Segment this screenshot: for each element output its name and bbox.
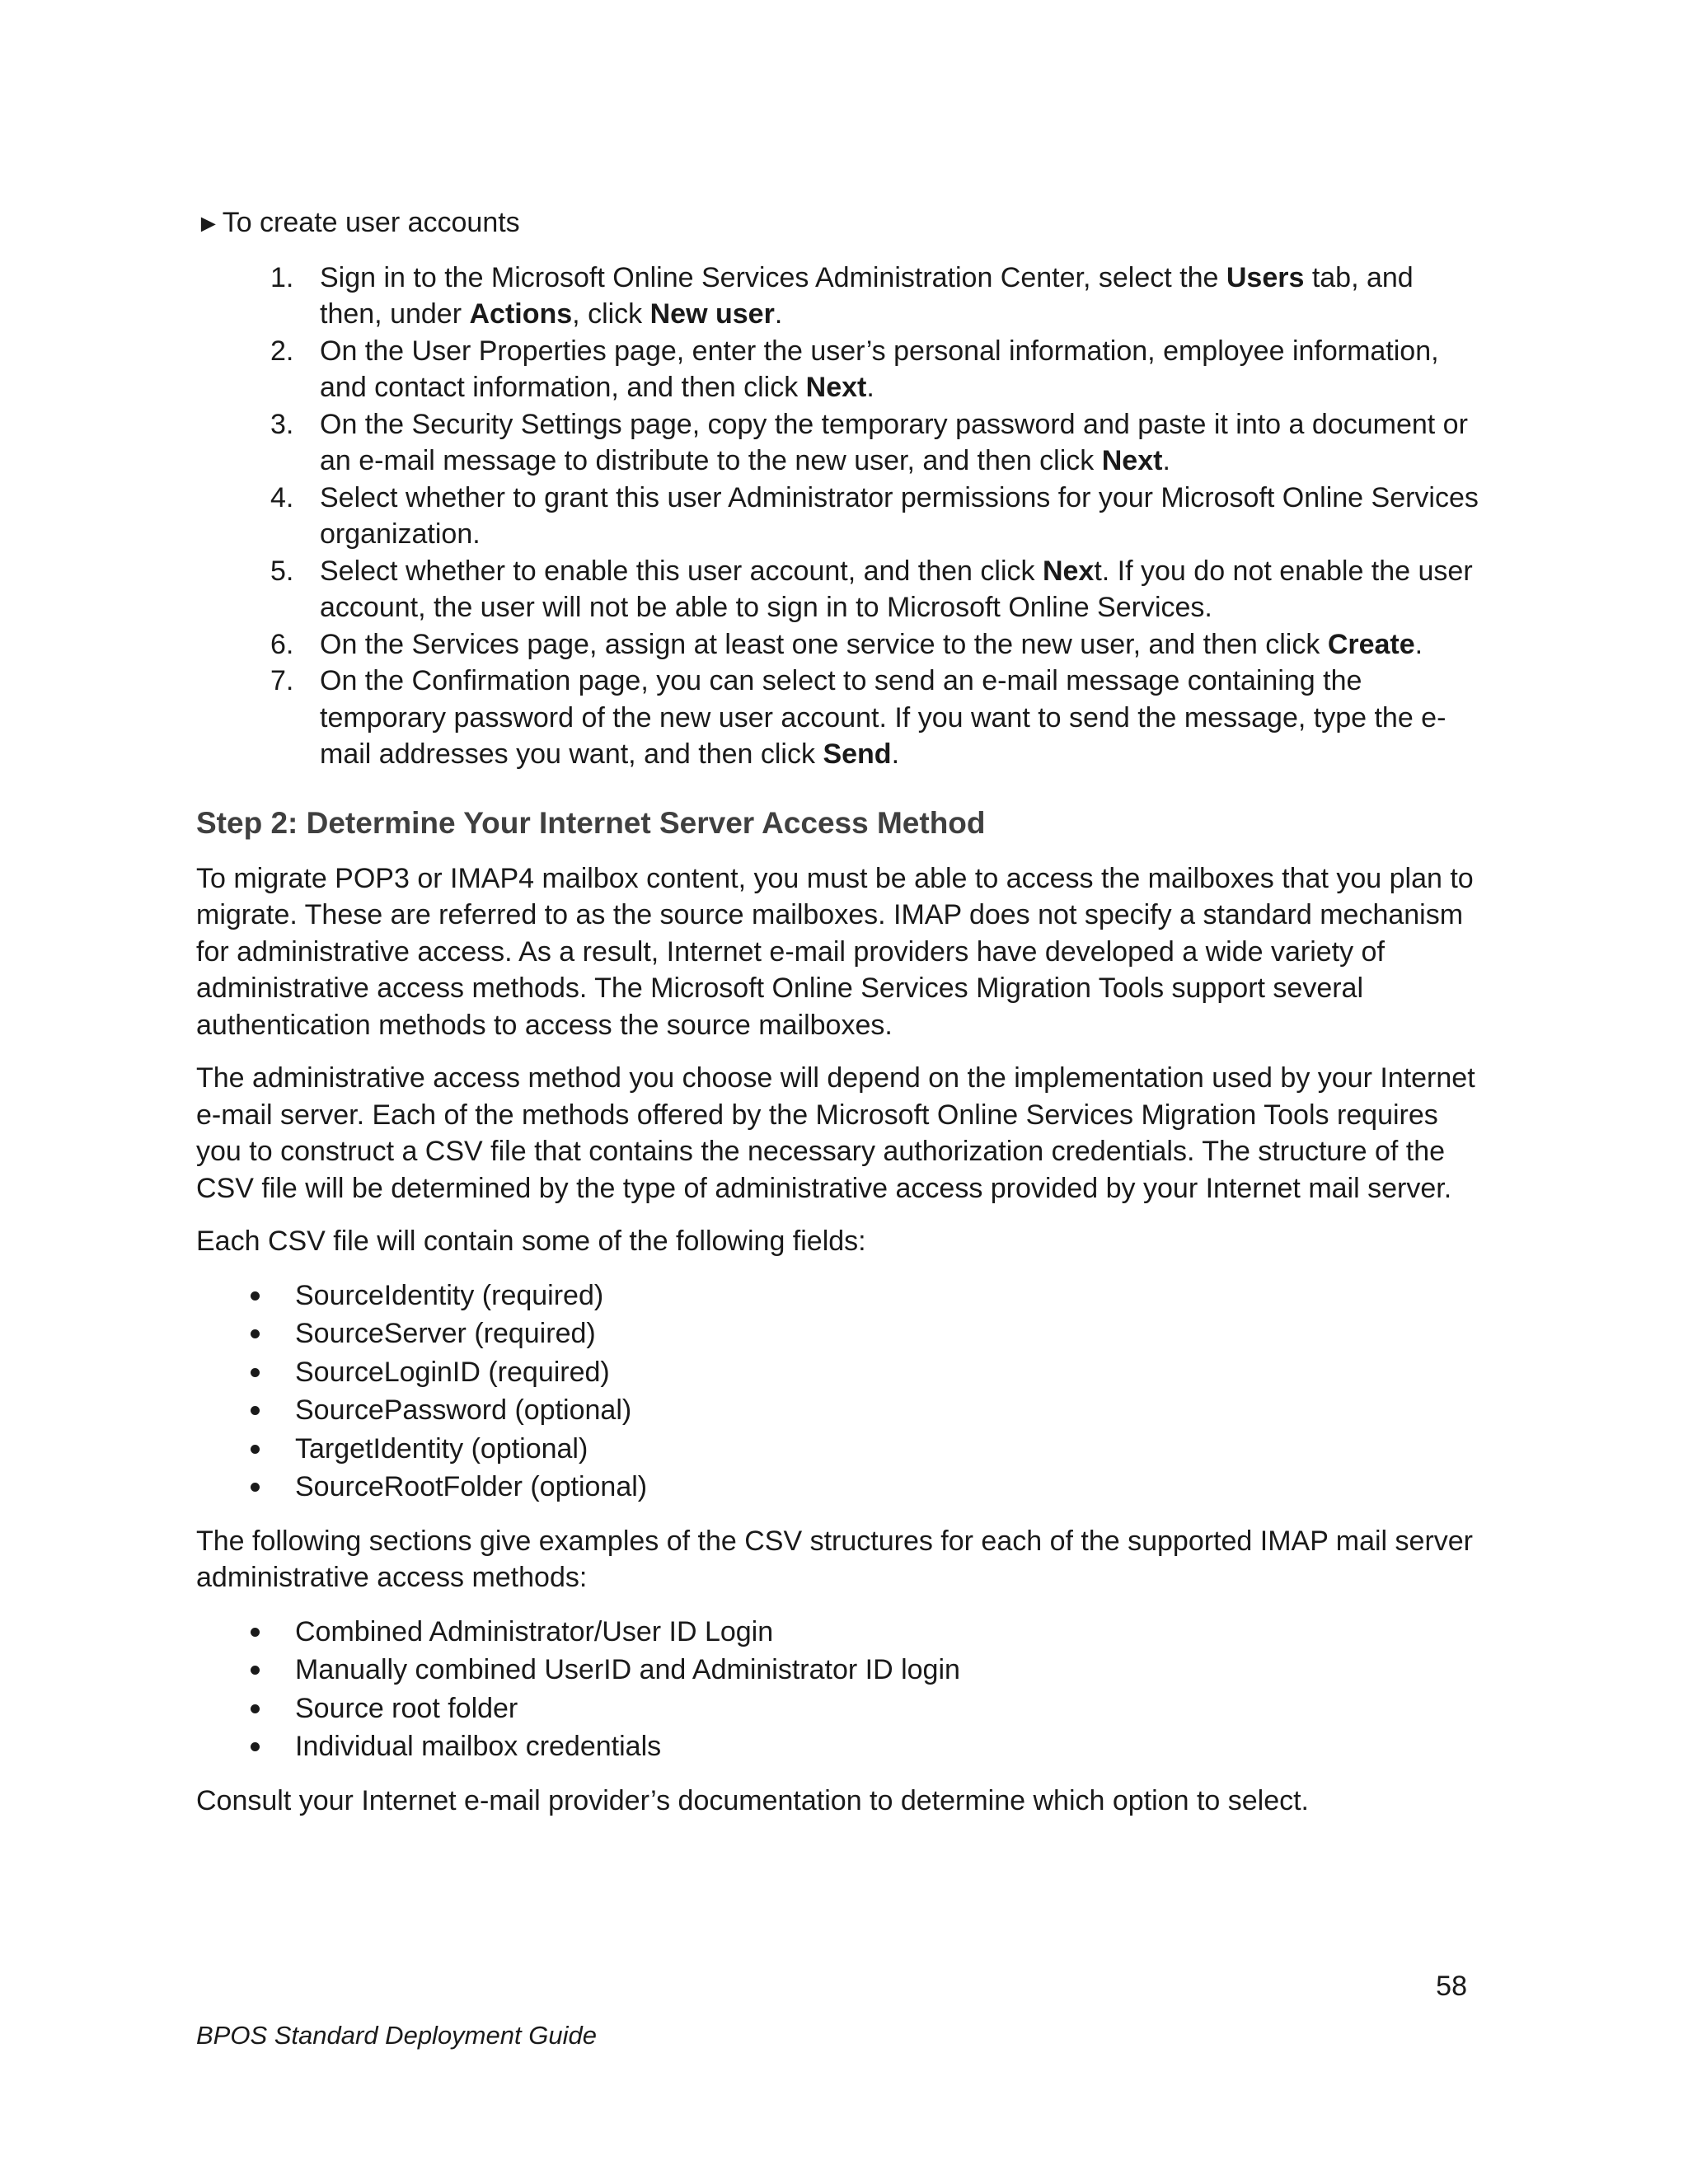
ui-term: Next [805, 372, 867, 403]
step-text-run: Sign in to the Microsoft Online Services Administration Center, select the [320, 261, 1226, 293]
list-item: TargetIdentity (optional) [196, 1430, 1482, 1469]
step-item [196, 626, 1482, 663]
step-text [320, 665, 1446, 770]
ui-term: Create [1327, 628, 1415, 660]
step-text-run: On the Security Settings page, copy the temporary password and paste it into a document or an e-mail message to distribute to the new user, and then click [320, 408, 1468, 476]
bullet-icon [251, 1291, 260, 1301]
methods-intro: The following sections give examples of the CSV structures for each of the supported IMAP mail server administrative access methods: [196, 1525, 1473, 1593]
step-item [196, 553, 1482, 626]
list-item: SourceServer (required) [196, 1315, 1482, 1353]
footer-guide-title: BPOS Standard Deployment Guide [196, 2021, 597, 2050]
access-methods-list [196, 1613, 1482, 1766]
bullet-icon [251, 1406, 260, 1415]
step-item [196, 333, 1482, 406]
step-text [320, 482, 1479, 551]
step-number: 3. [270, 408, 294, 440]
step-number: 2. [270, 335, 294, 367]
step-text-run: . [891, 738, 900, 770]
ui-term: Nex [1042, 555, 1095, 587]
page-content [196, 204, 1482, 1835]
step-text-run: tab, and then, under [320, 261, 1414, 330]
step-text-run: On the Services page, assign at least one service to the new user, and then click [320, 628, 1328, 660]
ui-term: New user [649, 298, 775, 330]
list-item: Manually combined UserID and Administrator ID login [196, 1651, 1482, 1690]
list-item: SourceIdentity (required) [196, 1277, 1482, 1315]
step-text [320, 555, 1473, 624]
access-method-paragraph: The administrative access method you choose will depend on the implementation used by your Internet e-mail server. Each of the methods offered by the Microsoft Online Services Migration Tools requires you to construct a CSV file that contains the necessary authorization credentials. The structure of the CSV file will be determined by the type of administrative access provided by your Internet mail server. [196, 1062, 1475, 1204]
page-number: 58 [1436, 1971, 1467, 2002]
procedure-title: To create user accounts [222, 207, 520, 238]
step-item [196, 260, 1482, 333]
ui-term: Actions [469, 298, 573, 330]
procedure-heading [196, 204, 1482, 243]
ui-term: Users [1226, 261, 1305, 293]
bullet-icon [251, 1445, 260, 1454]
closing-paragraph: Consult your Internet e-mail provider’s documentation to determine which option to select. [196, 1784, 1310, 1816]
step-text [320, 629, 1423, 660]
csv-fields-list [196, 1277, 1482, 1507]
intro-paragraph: To migrate POP3 or IMAP4 mailbox content, you must be able to access the mailboxes that you plan to migrate. These are referred to as the source mailboxes. IMAP does not specify a standard mechanism for administrative access. As a result, Internet e-mail providers have developed a wide variety of administrative access methods. The Microsoft Online Services Migration Tools support several authentication methods to access the source mailboxes. [196, 862, 1474, 1041]
step-number: 6. [270, 628, 294, 660]
step-text-run: t. If you do not enable the user account, the user will not be able to sign in to Microsoft Online Services. [320, 555, 1473, 623]
arrow-icon: ► [196, 210, 221, 237]
step-number: 4. [270, 481, 294, 513]
step-number: 7. [270, 665, 294, 696]
step-text [320, 262, 1414, 330]
step-text-run: On the Confirmation page, you can select to send an e-mail message containing the temporary password of the new user account. If you want to send the message, type the e-mail addresses you want, and then click [320, 665, 1447, 770]
step-item [196, 406, 1482, 480]
list-item: Individual mailbox credentials [196, 1727, 1482, 1766]
step-text-run: Select whether to enable this user account, and then click [320, 555, 1043, 587]
steps-list [196, 260, 1482, 773]
ui-term: Next [1101, 445, 1163, 476]
list-item: SourcePassword (optional) [196, 1391, 1482, 1430]
step-text-run: . [866, 372, 874, 403]
bullet-icon [251, 1666, 260, 1675]
bullet-icon [251, 1368, 260, 1377]
bullet-icon [251, 1483, 260, 1492]
bullet-icon [251, 1329, 260, 1338]
step-text-run: . [1414, 628, 1423, 660]
step-text-run: On the User Properties page, enter the user’s personal information, employee information, and contact information, and then click [320, 335, 1439, 403]
step-item [196, 663, 1482, 773]
section-heading: Step 2: Determine Your Internet Server Access Method [196, 805, 986, 840]
list-item: Combined Administrator/User ID Login [196, 1613, 1482, 1652]
list-item: Source root folder [196, 1690, 1482, 1728]
bullet-icon [251, 1742, 260, 1751]
csv-fields-intro: Each CSV file will contain some of the following fields: [196, 1226, 866, 1257]
step-number: 1. [270, 261, 294, 293]
step-text [320, 409, 1468, 477]
step-number: 5. [270, 555, 294, 587]
bullet-icon [251, 1628, 260, 1637]
step-item [196, 480, 1482, 553]
step-text [320, 335, 1439, 404]
step-text-run: . [774, 298, 783, 330]
step-text-run: Select whether to grant this user Administrator permissions for your Microsoft Online Services organization. [320, 481, 1479, 550]
bullet-icon [251, 1704, 260, 1713]
list-item: SourceLoginID (required) [196, 1353, 1482, 1392]
step-text-run: . [1162, 445, 1170, 476]
list-item: SourceRootFolder (optional) [196, 1468, 1482, 1507]
ui-term: Send [823, 738, 892, 770]
step-text-run: , click [572, 298, 650, 330]
